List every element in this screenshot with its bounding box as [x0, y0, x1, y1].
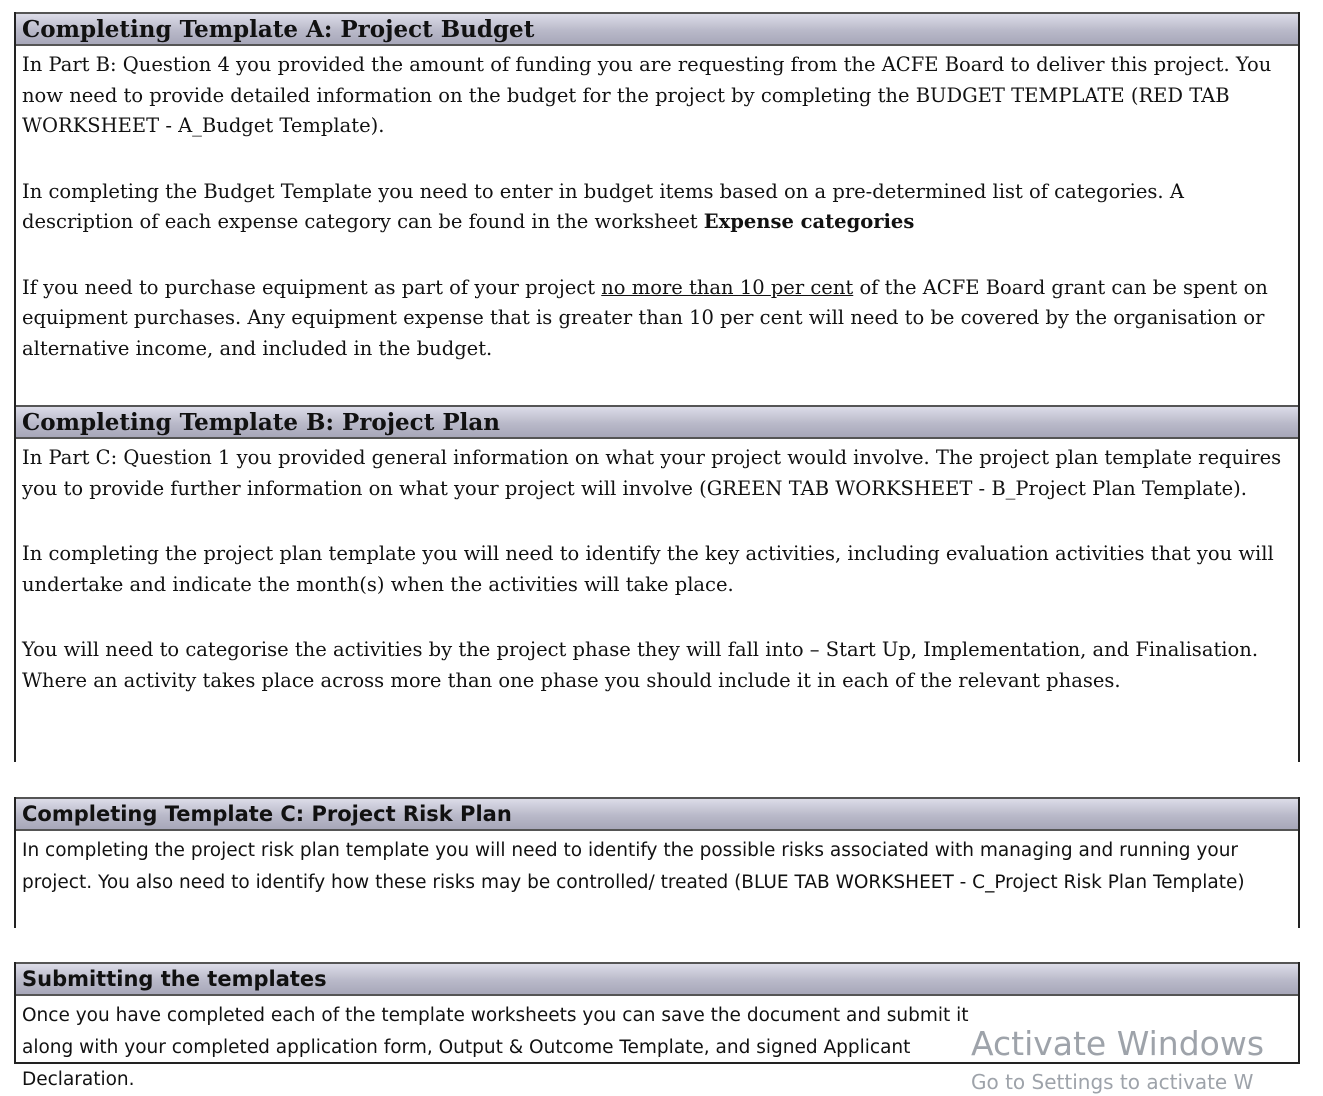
section-title: Completing Template A: Project Budget [16, 12, 1298, 46]
section-title: Submitting the templates [16, 962, 1298, 996]
section-template-a [14, 12, 1300, 408]
paragraph-text: of the ACFE Board grant can be spent on equipment purchases. Any equipment expense that is greater than 10 per cent will need to be covered by the organisation or alternative income, and included in the budget. [22, 275, 1268, 360]
paragraph [22, 177, 1292, 238]
bold-phrase: Expense categories [703, 210, 915, 233]
section-body [16, 439, 1298, 696]
paragraph: In completing the project plan template you will need to identify the key activities, including evaluation activities that you will undertake and indicate the month(s) when the activities will take place. [22, 542, 1274, 596]
paragraph [22, 273, 1292, 365]
paragraph-text: In completing the Budget Template you need to enter in budget items based on a pre-determined list of categories. A description of each expense category can be found in the worksheet [22, 179, 1184, 233]
paragraph: You will need to categorise the activities by the project phase they will fall into – Start Up, Implementation, and Finalisation. Where an activity takes place across more than one phase you should include it in each of the relevant phases. [22, 638, 1259, 692]
paragraph: In Part B: Question 4 you provided the amount of funding you are requesting from the ACFE Board to deliver this project. You now need to provide detailed information on the budget for the project by completing the BUDGET TEMPLATE (RED TAB WORKSHEET - A_Budget Template). [22, 53, 1272, 137]
paragraph-text: If you need to purchase equipment as part of your project [22, 275, 596, 299]
section-template-c [14, 797, 1300, 928]
section-body [16, 831, 1298, 899]
section-title: Completing Template C: Project Risk Plan [16, 797, 1298, 831]
activate-windows-subtitle: Go to Settings to activate W [971, 1070, 1254, 1094]
section-title: Completing Template B: Project Plan [16, 405, 1298, 439]
paragraph: Once you have completed each of the template worksheets you can save the document and submit it along with your completed application form, Output & Outcome Template, and signed Applicant Declaration. [22, 1005, 969, 1090]
section-template-b [14, 405, 1300, 762]
activate-windows-watermark: Activate Windows [971, 1024, 1265, 1063]
paragraph: In Part C: Question 1 you provided general information on what your project would involve. The project plan template requires you to provide further information on what your project will involve (GREEN TAB WORKSHEET - B_Project Plan Template). [22, 446, 1282, 500]
underlined-phrase: no more than 10 per cent [601, 275, 854, 299]
paragraph: In completing the project risk plan template you will need to identify the possible risks associated with managing and running your project. You also need to identify how these risks may be controlled/ treated (BLUE TAB WORKSHEET - C_Project Risk Plan Template) [22, 840, 1245, 893]
section-body [16, 46, 1298, 364]
